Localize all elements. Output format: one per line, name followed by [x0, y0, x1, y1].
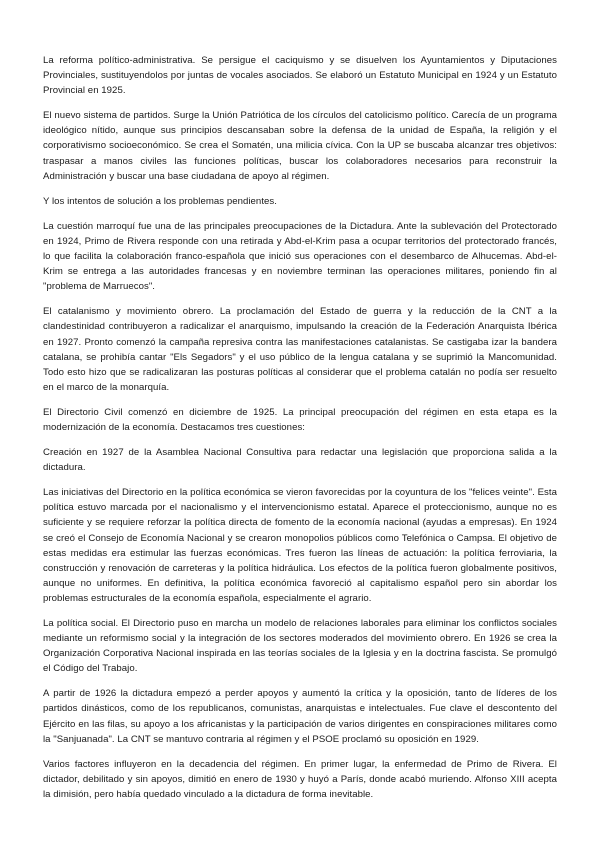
document-page: [43, 53, 557, 812]
paragraph-nuevo-sistema-partidos: El nuevo sistema de partidos. Surge la Unión Patriótica de los círculos del catolicismo político. Carecía de un programa ideológico nítido, aunque sus principios descansaban sobre la defensa de la unidad de España, la religión y el corporativismo socioeconómico. Se crea el Somatén, una milicia cívica. Con la UP se buscaba alcanzar tres objetivos: traspasar a manos civiles las funciones políticas, buscar los colaboradores necesarios para reconstruir la Administración y buscar una base ciudadana de apoyo al régimen.: [43, 110, 557, 182]
paragraph-catalanismo-movimiento-obrero: El catalanismo y movimiento obrero. La proclamación del Estado de guerra y la reducción de la CNT a la clandestinidad contribuyeron a radicalizar el anarquismo, impulsando la creación de la Federación Anarquista Ibérica en 1927. Pronto comenzó la campaña represiva contra las manifestaciones catalanistas. Se castigaba izar la bandera catalana, se prohibía cantar "Els Segadors" y el uso público de la lengua catalana y se suprimió la Mancomunidad. Todo esto hizo que se radicalizaran las posturas políticas al considerar que el problema catalán no podía ser resuelto en el marco de la monarquía.: [43, 306, 557, 393]
paragraph-politica-social: La política social. El Directorio puso en marcha un modelo de relaciones laborales para eliminar los conflictos sociales mediante un reformismo social y la integración de los sectores moderados del movimiento obrero. En 1926 se crea la Organización Corporativa Nacional inspirada en las teorías sociales de la Iglesia y en la doctrina fascista. Se promulgó el Código del Trabajo.: [43, 618, 557, 675]
paragraph-decadencia-regimen: Varios factores influyeron en la decadencia del régimen. En primer lugar, la enfermedad de Primo de Rivera. El dictador, debilitado y sin apoyos, dimitió en enero de 1930 y huyó a París, donde acabó muriendo. Alfonso XIII acepta la dimisión, pero había quedado vinculado a la dictadura de forma inevitable.: [43, 758, 557, 800]
paragraph-cuestion-marroqui: La cuestión marroquí fue una de las principales preocupaciones de la Dictadura. Ante la sublevación del Protectorado en 1924, Primo de Rivera responde con una retirada y Abd-el-Krim pasa a ocupar territorios del protectorado francés, lo que facilita la colaboración franco-española que inició sus operaciones con el desembarco de Alhucemas. Abd-el-Krim se entrega a las autoridades francesas y en noviembre terminan las operaciones militares, poniendo fin al "problema de Marruecos".: [43, 220, 557, 293]
paragraph-reforma-politico-administrativa: La reforma político-administrativa. Se persigue el caciquismo y se disuelven los Ayuntamientos y Diputaciones Provinciales, sustituyendolos por juntas de vocales asociados. Se elaboró un Estatuto Municipal en 1924 y un Estatuto Provincial en 1925.: [43, 55, 557, 97]
paragraph-oposicion-dictadura: A partir de 1926 la dictadura empezó a perder apoyos y aumentó la crítica y la oposición, tanto de líderes de los partidos dinásticos, como de los republicanos, comunistas, anarquistas e intelectuales. Fue clave el descontento del Ejército en las filas, su apoyo a los africanistas y la participación de varios dirigentes en conspiraciones militares como la "Sanjuanada". La CNT se mantuvo contraria al régimen y el PSOE proclamó su oposición en 1929.: [43, 688, 557, 745]
paragraph-directorio-civil: El Directorio Civil comenzó en diciembre de 1925. La principal preocupación del régimen en esta etapa es la modernización de la economía. Destacamos tres cuestiones:: [43, 406, 557, 433]
paragraph-asamblea-nacional: Creación en 1927 de la Asamblea Nacional Consultiva para redactar una legislación que proporciona salida a la dictadura.: [43, 447, 557, 474]
paragraph-intentos-solucion: Y los intentos de solución a los problemas pendientes.: [43, 195, 277, 207]
paragraph-politica-economica: Las iniciativas del Directorio en la política económica se vieron favorecidas por la coyuntura de los "felices veinte". Esta política estuvo marcada por el nacionalismo y el intervencionismo estatal. Aparece el proteccionismo, aunque no es suficiente y se requiere reforzar la política directa de fomento de la economía nacional (ayudas a empresas). En 1924 se creó el Consejo de Economía Nacional y se crearon monopolios públicos como Telefónica o Campsa. El objetivo de estas medidas era estimular las fuerzas económicas. Tres fueron las líneas de actuación: la política ferroviaria, la construcción y renovación de carreteras y la política hidráulica. Los efectos de la política fueron globalmente positivos, aunque no uniformes. En definitiva, la política económica favoreció al capitalismo español pero sin abordar los problemas estructurales de la economía española, especialmente el agrario.: [43, 487, 557, 604]
